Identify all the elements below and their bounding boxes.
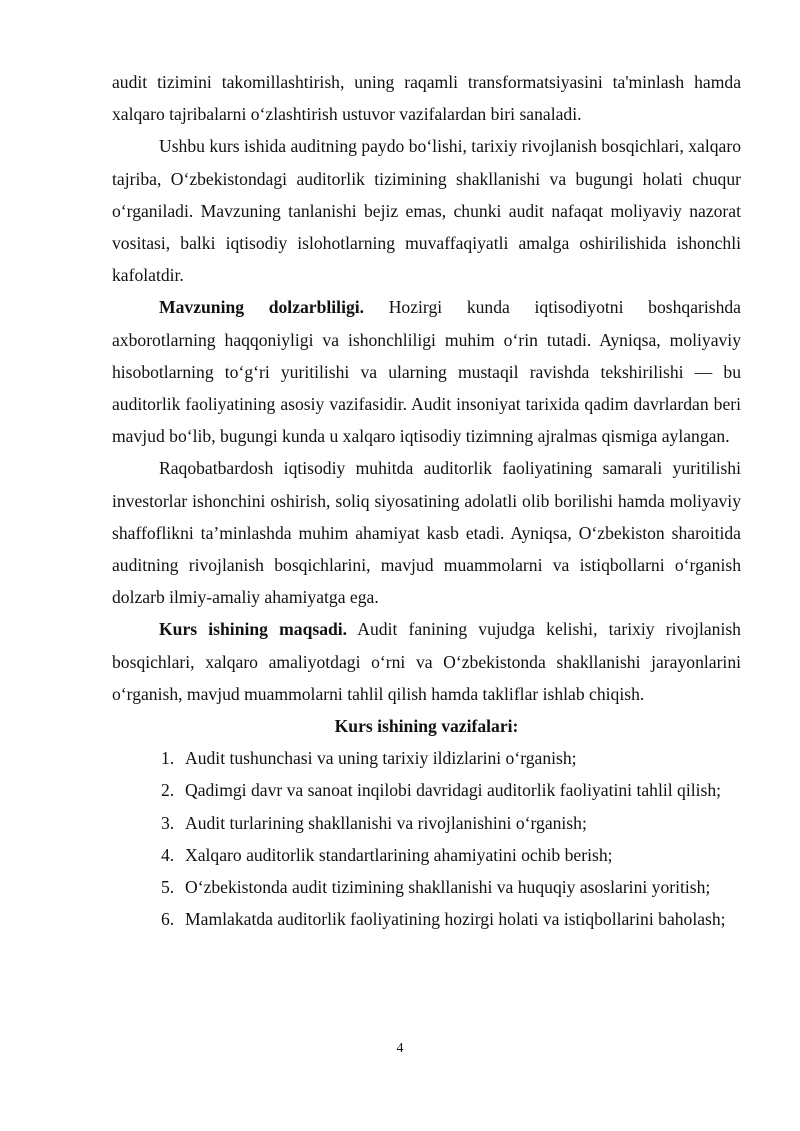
list-item-number: 6. <box>161 909 175 930</box>
list-item-text: Audit turlarining shakllanishi va rivojlanishini o‘rganish; <box>185 812 587 833</box>
paragraph-relevance <box>112 291 741 452</box>
paragraph-intro-continuation: audit tizimini takomillashtirish, uning raqamli transformatsiyasini ta'minlash hamda xalqaro tajribalarni o‘zlashtirish ustuvor vazifalardan biri sanaladi. <box>112 72 741 125</box>
goal-text: Audit fanining vujudga kelishi, tarixiy rivojlanish bosqichlari, xalqaro amaliyotdagi o‘rni va O‘zbekistonda shakllanishi jarayonlarini o‘rganish, mavjud muammolarni tahlil qilish hamda takliflar ishlab chiqish. <box>112 619 741 704</box>
relevance-heading: Mavzuning dolzarbliligi. <box>159 297 365 318</box>
list-item-number: 2. <box>161 780 175 801</box>
list-item-number: 1. <box>161 748 175 769</box>
list-item <box>112 903 741 935</box>
list-item-text: Xalqaro auditorlik standartlarining ahamiyatini ochib berish; <box>185 844 613 865</box>
list-item-number: 4. <box>161 844 175 865</box>
list-item-number: 3. <box>161 812 175 833</box>
goal-heading: Kurs ishining maqsadi. <box>159 619 348 640</box>
list-item <box>112 839 741 871</box>
list-item-text: Mamlakatda auditorlik faoliyatining hozirgi holati va istiqbollarini baholash; <box>185 909 726 930</box>
list-item <box>112 871 741 903</box>
list-item <box>112 774 741 806</box>
paragraph-competitive-environment: Raqobatbardosh iqtisodiy muhitda auditorlik faoliyatining samarali yuritilishi investorlar ishonchini oshirish, soliq siyosatining adolatli olib borilishi hamda moliyaviy shaffoflikni ta’minlashda muhim ahamiyat kasb etadi. Ayniqsa, O‘zbekiston sharoitida auditning rivojlanish bosqichlarini, mavjud muammolarni va istiqbollarni o‘rganish dolzarb ilmiy-amaliy ahamiyatga ega. <box>112 458 741 608</box>
text-body <box>112 66 741 935</box>
paragraph-course-overview: Ushbu kurs ishida auditning paydo bo‘lishi, tarixiy rivojlanish bosqichlari, xalqaro tajriba, O‘zbekistondagi auditorlik tizimining shakllanishi va bugungi holati chuqur o‘rganiladi. Mavzuning tanlanishi bejiz emas, chunki audit nafaqat moliyaviy nazorat vositasi, balki iqtisodiy islohotlarning muvaffaqiyatli amalga oshirilishida ishonchli kafolatdir. <box>112 136 741 286</box>
list-item-text: Qadimgi davr va sanoat inqilobi davridagi auditorlik faoliyatini tahlil qilish; <box>185 780 722 801</box>
list-item <box>112 807 741 839</box>
paragraph-goal <box>112 613 741 710</box>
page-number: 4 <box>396 1041 404 1056</box>
list-item-text: O‘zbekistonda audit tizimining shakllanishi va huquqiy asoslarini yoritish; <box>185 877 711 898</box>
relevance-text: Hozirgi kunda iqtisodiyotni boshqarishda axborotlarning haqqoniyligi va ishonchliligi muhim o‘rin tutadi. Ayniqsa, moliyaviy hisobotlarning to‘g‘ri yuritilishi va ularning mustaqil ravishda tekshirilishi — bu auditorlik faoliyatining asosiy vazifasidir. Audit insoniyat tarixida qadim davrlardan beri mavjud bo‘lib, bugungi kunda u xalqaro iqtisodiy tizimning ajralmas qismiga aylangan. <box>112 297 741 447</box>
list-item <box>112 742 741 774</box>
list-item-number: 5. <box>161 877 175 898</box>
tasks-list <box>112 742 741 935</box>
tasks-heading: Kurs ishining vazifalari: <box>334 716 519 737</box>
list-item-text: Audit tushunchasi va uning tarixiy ildizlarini o‘rganish; <box>185 748 577 769</box>
